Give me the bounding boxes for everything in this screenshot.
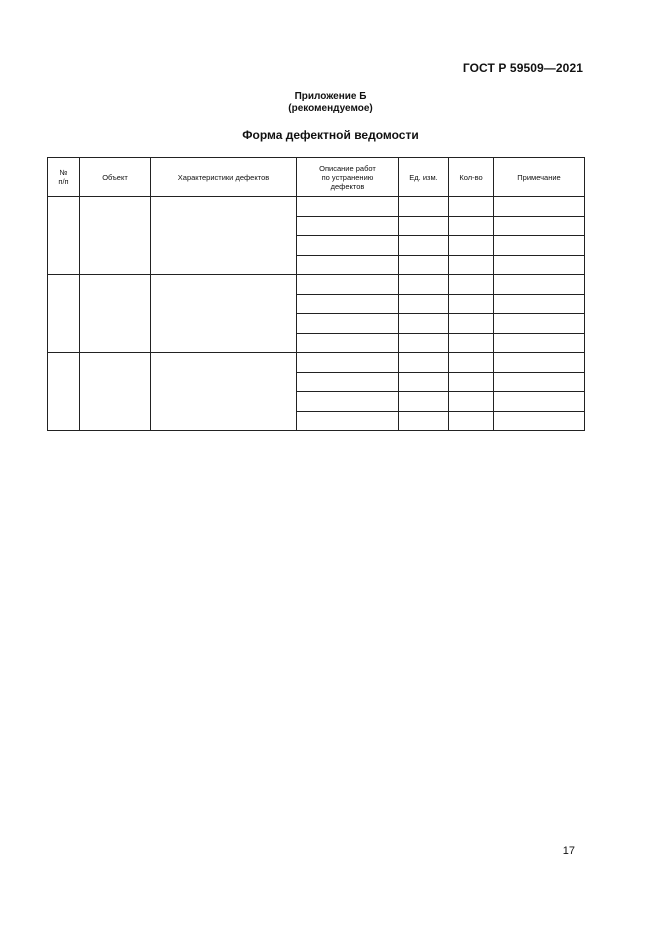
cell-quantity	[449, 333, 494, 353]
defect-list-table	[47, 157, 585, 431]
cell-work-description	[297, 216, 399, 236]
cell-quantity	[449, 372, 494, 392]
col-header-work-description: Описание работ по устранению дефектов	[297, 158, 399, 197]
col-header-object: Объект	[80, 158, 151, 197]
cell-work-description	[297, 392, 399, 412]
cell-unit	[399, 216, 449, 236]
cell-work-description	[297, 372, 399, 392]
col-header-defect-characteristics: Характеристики дефектов	[151, 158, 297, 197]
cell-unit	[399, 314, 449, 334]
cell-work-description	[297, 275, 399, 295]
cell-quantity	[449, 275, 494, 295]
cell-note	[494, 216, 585, 236]
cell-unit	[399, 294, 449, 314]
cell-note	[494, 411, 585, 431]
cell-quantity	[449, 216, 494, 236]
cell-note	[494, 392, 585, 412]
cell-note	[494, 314, 585, 334]
cell-quantity	[449, 294, 494, 314]
table-row	[48, 197, 585, 217]
cell-number	[48, 275, 80, 353]
col-header-quantity: Кол-во	[449, 158, 494, 197]
cell-work-description	[297, 255, 399, 275]
cell-quantity	[449, 197, 494, 217]
cell-note	[494, 197, 585, 217]
cell-unit	[399, 353, 449, 373]
cell-object	[80, 275, 151, 353]
cell-quantity	[449, 411, 494, 431]
page-number: 17	[562, 845, 575, 857]
cell-number	[48, 197, 80, 275]
cell-unit	[399, 372, 449, 392]
appendix-heading	[0, 91, 661, 115]
cell-note	[494, 333, 585, 353]
cell-unit	[399, 333, 449, 353]
cell-work-description	[297, 353, 399, 373]
cell-quantity	[449, 353, 494, 373]
document-code: ГОСТ Р 59509—2021	[462, 61, 583, 75]
cell-work-description	[297, 314, 399, 334]
table-header-row	[48, 158, 585, 197]
table-row	[48, 275, 585, 295]
col-header-note: Примечание	[494, 158, 585, 197]
table-body	[48, 197, 585, 431]
cell-quantity	[449, 236, 494, 256]
cell-note	[494, 353, 585, 373]
cell-defect-characteristics	[151, 353, 297, 431]
col-header-number: № п/п	[48, 158, 80, 197]
cell-work-description	[297, 294, 399, 314]
cell-note	[494, 255, 585, 275]
cell-quantity	[449, 392, 494, 412]
cell-defect-characteristics	[151, 197, 297, 275]
cell-unit	[399, 392, 449, 412]
cell-number	[48, 353, 80, 431]
col-header-unit: Ед. изм.	[399, 158, 449, 197]
cell-note	[494, 236, 585, 256]
cell-object	[80, 197, 151, 275]
cell-unit	[399, 411, 449, 431]
appendix-title: Приложение Б	[294, 91, 367, 102]
cell-unit	[399, 275, 449, 295]
cell-work-description	[297, 197, 399, 217]
cell-unit	[399, 255, 449, 275]
cell-unit	[399, 197, 449, 217]
table-row	[48, 353, 585, 373]
cell-object	[80, 353, 151, 431]
cell-work-description	[297, 236, 399, 256]
cell-defect-characteristics	[151, 275, 297, 353]
cell-unit	[399, 236, 449, 256]
cell-quantity	[449, 255, 494, 275]
cell-note	[494, 294, 585, 314]
cell-note	[494, 372, 585, 392]
cell-work-description	[297, 333, 399, 353]
cell-quantity	[449, 314, 494, 334]
appendix-subtitle: (рекомендуемое)	[288, 103, 373, 114]
cell-note	[494, 275, 585, 295]
cell-work-description	[297, 411, 399, 431]
form-title: Форма дефектной ведомости	[242, 128, 419, 142]
